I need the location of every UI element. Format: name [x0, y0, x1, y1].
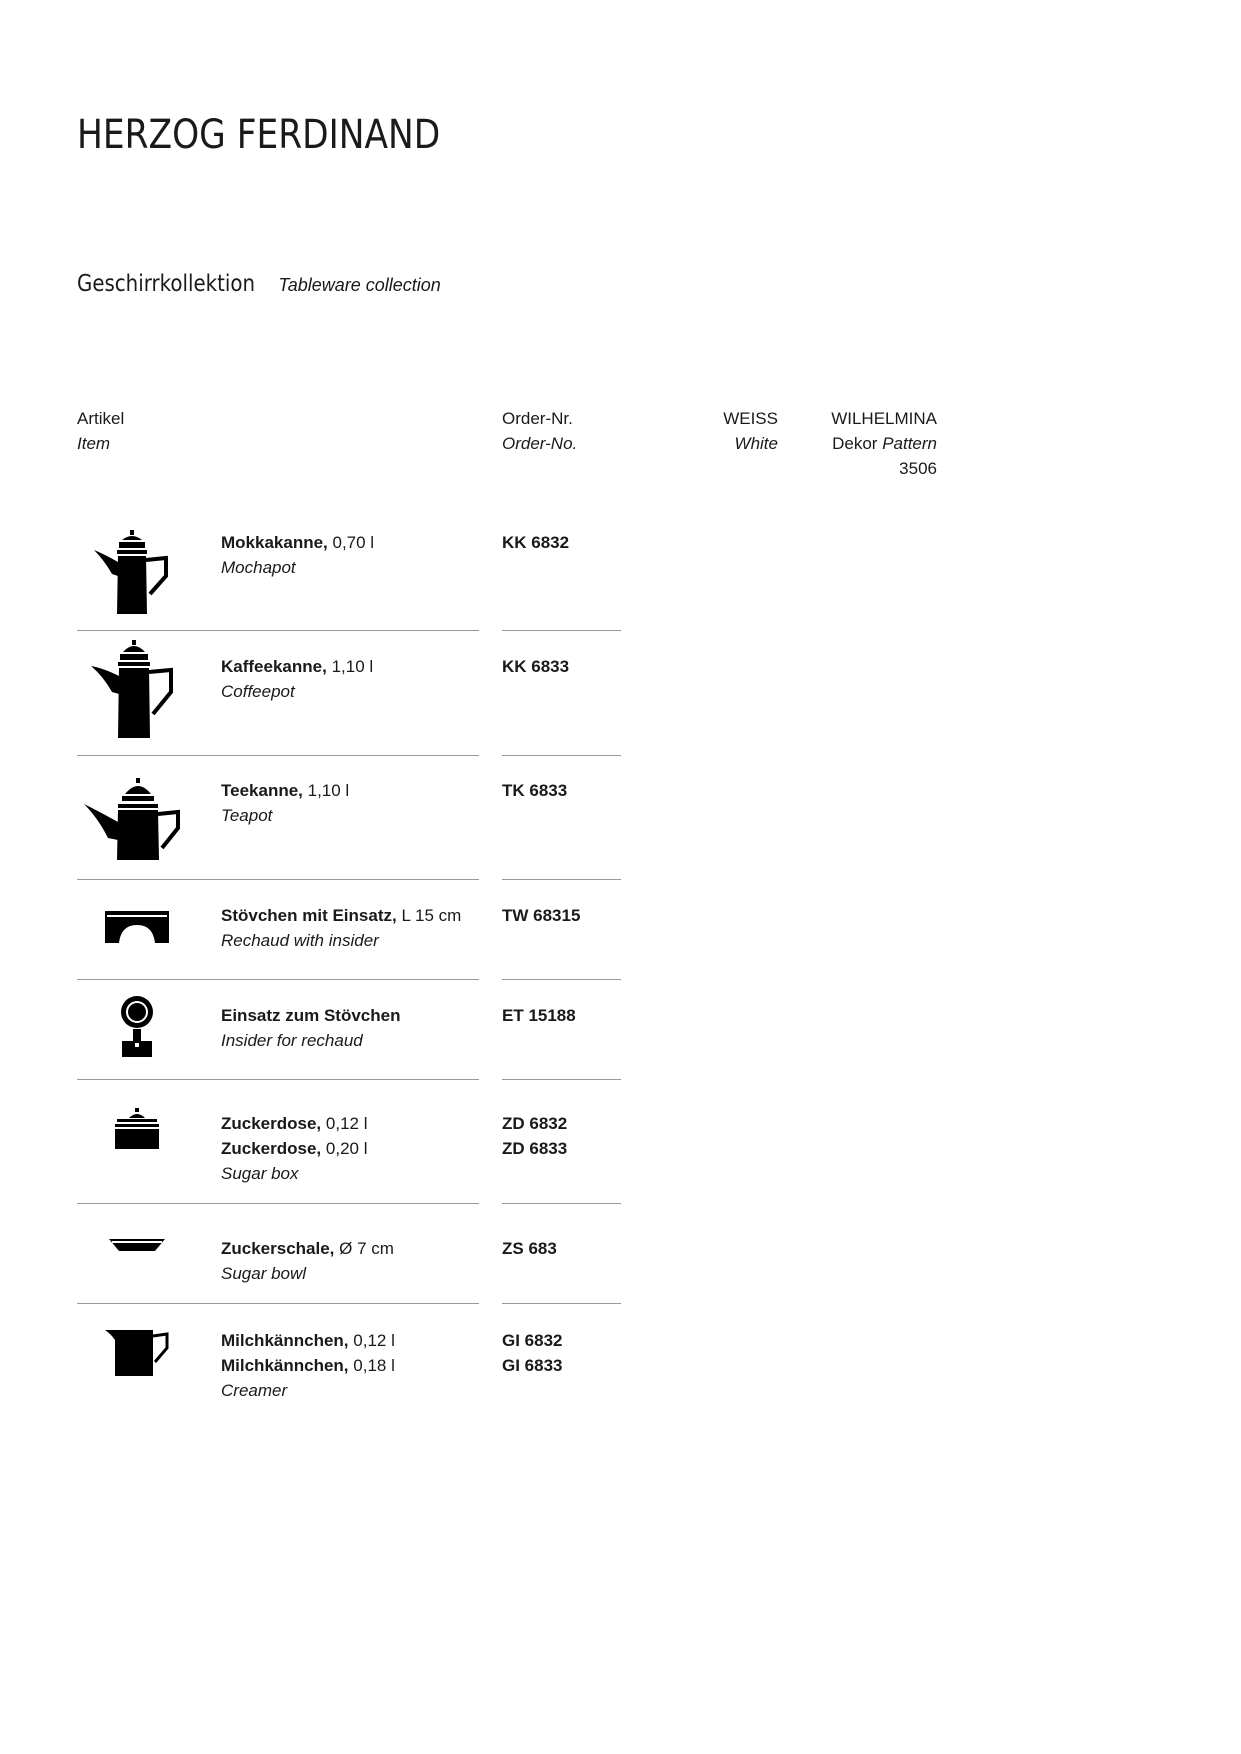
- order-number-value: ZS 683: [502, 1239, 557, 1258]
- item-name: Zuckerdose,: [221, 1139, 322, 1158]
- subtitle-de: Geschirrkollektion: [77, 271, 255, 297]
- column-header-order: [502, 406, 577, 456]
- order-number: [502, 1003, 576, 1028]
- order-number: [502, 778, 567, 803]
- row-divider: [77, 979, 479, 980]
- item-description: [221, 1003, 400, 1053]
- row-divider: [77, 1203, 479, 1204]
- item-name-en: Insider for rechaud: [221, 1031, 363, 1050]
- item-name-en: Sugar bowl: [221, 1264, 307, 1283]
- item-name: Teekanne,: [221, 781, 303, 800]
- item-name: Milchkännchen,: [221, 1331, 349, 1350]
- page-title: HERZOG FERDINAND: [77, 112, 441, 158]
- item-description: [221, 778, 349, 828]
- order-number-value: ZD 6833: [502, 1139, 568, 1158]
- row-divider: [77, 755, 479, 756]
- order-number-value: GI 6833: [502, 1356, 563, 1375]
- column-header-wilhelmina: [780, 406, 937, 481]
- column-header-order-de: Order-Nr.: [502, 409, 573, 428]
- row-divider: [77, 1303, 479, 1304]
- item-description: [221, 1111, 367, 1186]
- order-number: [502, 654, 569, 679]
- creamer-icon: [77, 1328, 197, 1378]
- item-name: Mokkakanne,: [221, 533, 328, 552]
- order-number: [502, 1236, 557, 1261]
- order-number-value: TW 68315: [502, 906, 581, 925]
- insider-icon: [77, 995, 197, 1059]
- item-description: [221, 530, 374, 580]
- item-size: 0,12 l: [353, 1331, 395, 1350]
- item-description: [221, 654, 373, 704]
- order-number: [502, 1328, 563, 1378]
- item-size: 1,10 l: [307, 781, 350, 800]
- pattern-label-en: Pattern: [882, 434, 937, 453]
- coffeepot-icon: [77, 640, 197, 740]
- sugar-box-icon: [77, 1108, 197, 1150]
- row-divider: [502, 1203, 621, 1204]
- item-name: Stövchen mit Einsatz,: [221, 906, 397, 925]
- item-name: Milchkännchen,: [221, 1356, 349, 1375]
- column-header-item: [77, 406, 124, 456]
- column-header-weiss: [640, 406, 778, 456]
- row-divider: [77, 879, 479, 880]
- item-description: [221, 1236, 394, 1286]
- row-divider: [77, 630, 479, 631]
- item-name-en: Sugar box: [221, 1164, 299, 1183]
- pattern-number: 3506: [899, 459, 937, 478]
- order-number-value: KK 6833: [502, 657, 570, 676]
- pattern-label-de: Dekor: [832, 434, 878, 453]
- column-header-item-en: Item: [77, 434, 111, 453]
- item-name-en: Coffeepot: [221, 682, 295, 701]
- item-size: 0,12 l: [325, 1114, 368, 1133]
- item-description: [221, 1328, 395, 1403]
- row-divider: [502, 979, 621, 980]
- row-divider: [502, 1079, 621, 1080]
- item-name-en: Mochapot: [221, 558, 296, 577]
- item-name: Zuckerdose,: [221, 1114, 322, 1133]
- subtitle: [77, 270, 441, 297]
- row-divider: [77, 1079, 479, 1080]
- order-number-value: GI 6832: [502, 1331, 563, 1350]
- order-number: [502, 530, 569, 555]
- column-header-weiss-de: WEISS: [723, 409, 778, 428]
- order-number-value: ZD 6832: [502, 1114, 568, 1133]
- item-name-en: Teapot: [221, 806, 273, 825]
- row-divider: [502, 630, 621, 631]
- order-number: [502, 903, 580, 928]
- order-number: [502, 1111, 567, 1161]
- order-number-value: ET 15188: [502, 1006, 576, 1025]
- item-size: 0,20 l: [325, 1139, 368, 1158]
- item-size: Ø 7 cm: [339, 1239, 394, 1258]
- item-name: Einsatz zum Stövchen: [221, 1006, 401, 1025]
- item-description: [221, 903, 461, 953]
- subtitle-en: Tableware collection: [278, 275, 441, 295]
- order-number-value: KK 6832: [502, 533, 570, 552]
- column-header-weiss-en: White: [734, 434, 778, 453]
- order-number-value: TK 6833: [502, 781, 568, 800]
- rechaud-icon: [77, 911, 197, 943]
- item-name-en: Rechaud with insider: [221, 931, 379, 950]
- item-name: Kaffeekanne,: [221, 657, 327, 676]
- column-header-item-de: Artikel: [77, 409, 125, 428]
- item-size: 0,70 l: [332, 533, 375, 552]
- mochapot-icon: [77, 530, 197, 615]
- item-size: 0,18 l: [353, 1356, 395, 1375]
- item-size: 1,10 l: [331, 657, 374, 676]
- row-divider: [502, 1303, 621, 1304]
- column-header-order-en: Order-No.: [502, 434, 578, 453]
- column-header-wilhelmina-de: WILHELMINA: [831, 409, 937, 428]
- item-name-en: Creamer: [221, 1381, 288, 1400]
- teapot-icon: [77, 778, 197, 862]
- sugar-bowl-icon: [77, 1239, 197, 1255]
- row-divider: [502, 879, 621, 880]
- row-divider: [502, 755, 621, 756]
- item-size: L 15 cm: [401, 906, 462, 925]
- item-name: Zuckerschale,: [221, 1239, 335, 1258]
